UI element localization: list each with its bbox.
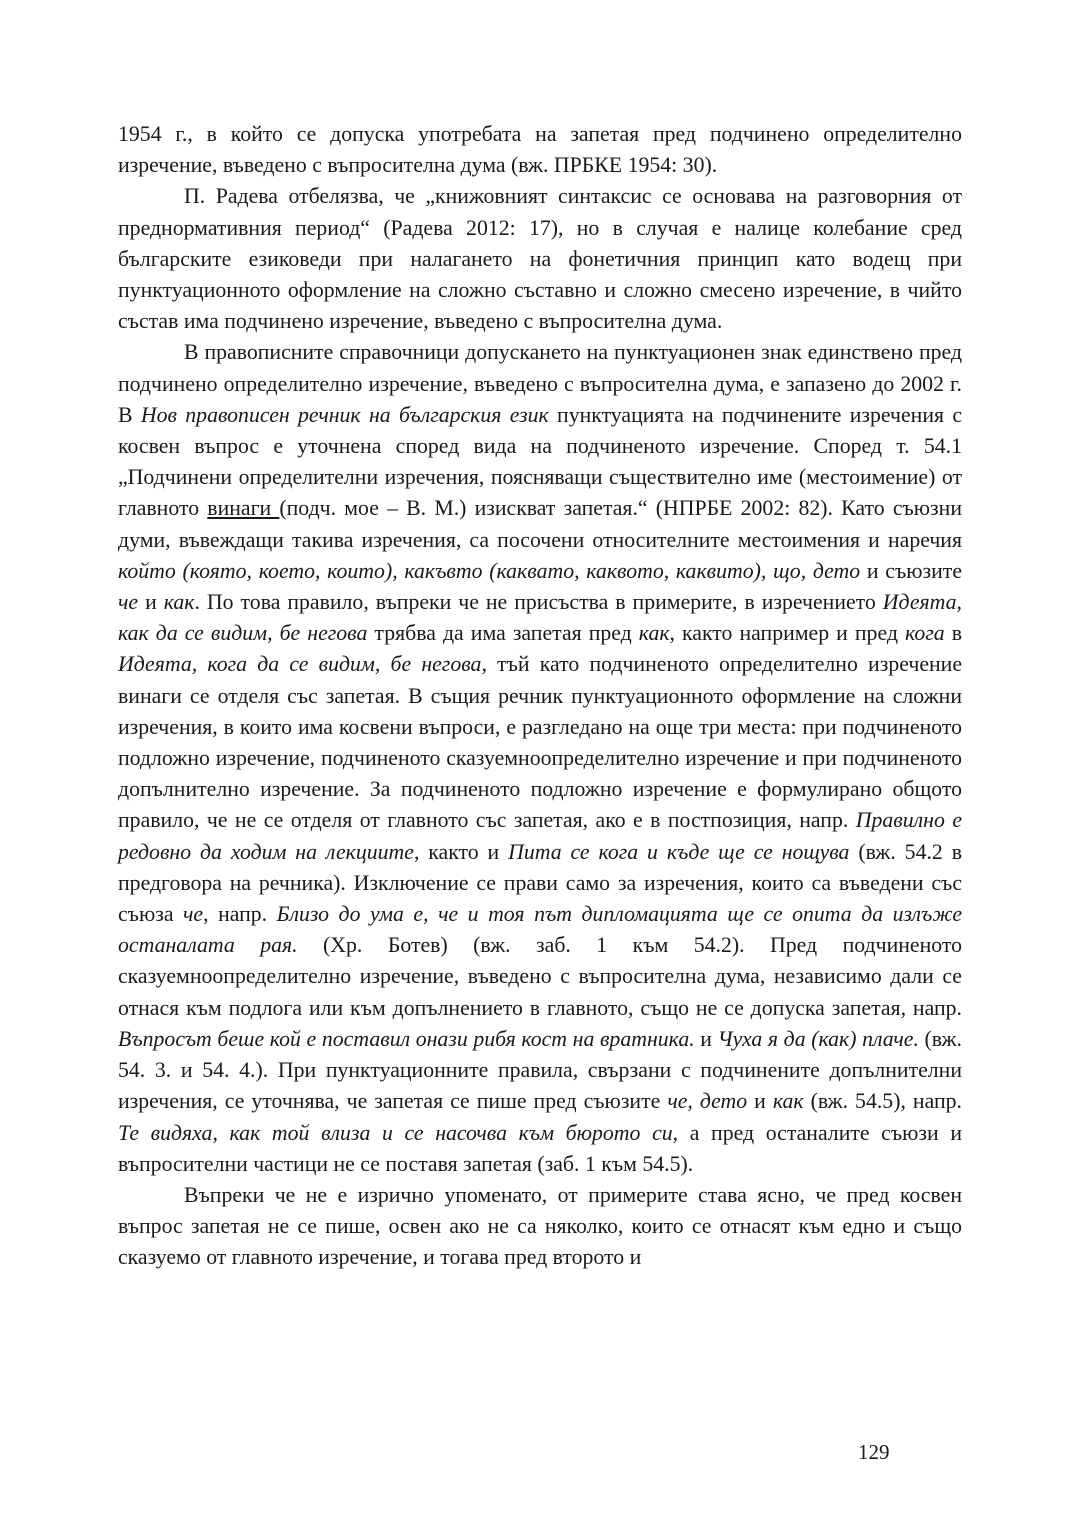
text-run: (вж. 54. 3. и 54. 4.). При пунктуационните правила, свързани с подчинените допълнителни изречения, се уточнява, че запетая се пише пред съюзите — [118, 1026, 962, 1114]
italic-run: че, дето — [667, 1089, 748, 1114]
text-run: трябва да има запетая пред — [367, 621, 639, 646]
text-run: (подч. мое – В. М.) изискват запетая.“ (НПРБЕ 2002: 82). Като съюзни думи, въвеждащи такива изречения, са посочени относителните местоимения и наречия — [118, 496, 962, 552]
italic-run: Пита се кога и къде ще се нощува — [508, 839, 850, 864]
text-run: 1954 г., в който се допуска употребата на запетая пред подчинено определително изречение, въведено с въпросителна дума (вж. ПРБКЕ 1954: 30). — [118, 122, 962, 178]
italic-run: Те видяха, как той влиза и се насочва към бюрото си — [118, 1120, 673, 1145]
italic-run: Нов правописен речник на българския език — [140, 402, 549, 427]
body-text — [118, 119, 962, 1274]
text-run: П. Радева отбелязва, че „книжовният синтаксис се основава на разговорния от преднормативния период“ (Радева 2012: 17), но в случая е налице колебание сред българските езиковеди при налагането на фонетичния принцип като водещ при пунктуационното оформление на сложно съставно и сложно смесено изречение, в чийто състав има подчинено изречение, въведено с въпросителна дума. — [118, 184, 962, 334]
text-run: и — [138, 590, 164, 615]
italic-run: как — [638, 621, 670, 646]
text-run: , напр. — [203, 902, 277, 927]
text-run: (вж. 54.2 в предговора на речника). Изключение се прави само за изречения, които са въведени със съюза — [118, 839, 963, 927]
text-run: , а пред останалите съюзи и въпросителни частици не се поставя запетая (заб. 1 към 54.5). — [118, 1120, 962, 1176]
italic-run: че — [118, 590, 139, 615]
text-run: Въпреки че не е изрично упоменато, от примерите става ясно, че пред косвен въпрос запетая не се пише, освен ако не са няколко, които се отнасят към едно и също сказуемо от главното изречение, и тогава пред второто и — [118, 1182, 962, 1270]
paragraph — [118, 119, 962, 181]
text-run: , както например и пред — [669, 621, 905, 646]
italic-run: как — [163, 590, 195, 615]
text-run: (Хр. Ботев) (вж. заб. 1 към 54.2). Пред подчиненото сказуемноопределително изречение, въведено с въпросителна дума, независимо дали се отнася към подлога или към допълнението в главното, също не се допуска запетая, напр. — [118, 933, 962, 1020]
text-run: , както и — [413, 839, 509, 864]
text-run: и — [747, 1089, 773, 1114]
text-run: в — [944, 621, 962, 646]
paragraph — [118, 1180, 962, 1274]
text-run: и — [694, 1026, 718, 1051]
paragraph — [118, 337, 962, 1179]
text-run: и съюзите — [860, 558, 962, 583]
page-number: 129 — [858, 1440, 890, 1464]
italic-run: Близо до ума е, че и тоя път дипломацията ще се опита да излъже останалата рая. — [118, 902, 962, 958]
italic-run: Идеята, кога да се видим, бе негова — [118, 652, 482, 677]
text-run: (вж. 54.5), напр. — [803, 1089, 962, 1114]
italic-run: Въпросът беше кой е поставил онази рибя кост на вратника. — [118, 1026, 695, 1051]
italic-run: Чуха я да (как) плаче. — [717, 1026, 919, 1051]
text-run: пунктуацията на подчинените изречения с косвен въпрос е уточнена според вида на подчиненото изречение. Според т. 54.1 „Подчинени определителни изречения, поясняващи съществително име (местоимение) от главното — [118, 402, 963, 521]
text-run: . По това правило, въпреки че не присъства в примерите, в изречението — [194, 590, 883, 615]
text-run: , тъй като подчиненото определително изречение винаги се отделя със запетая. В същия речник пунктуационното оформление на сложни изречения, в които има косвени въпроси, е разгледано на още три места: при подчиненото подложно изречение, подчиненото сказуемноопределително изречение и при подчиненото допълнително изречение. За подчиненото подложно изречение е формулирано общото правило, че не се отделя от главното със запетая, ако е в постпозиция, напр. — [118, 652, 962, 833]
italic-run: Правилно е редовно да ходим на лекциите — [118, 808, 962, 864]
italic-run: как — [772, 1089, 804, 1114]
italic-run: кога — [904, 621, 945, 646]
underlined-run: винаги — [207, 496, 280, 521]
italic-run: Идеята, как да се видим, бе негова — [118, 590, 962, 646]
italic-run: че — [183, 902, 204, 927]
italic-run: който (която, което, които), какъвто (каквато, каквото, каквито), що, дето — [118, 558, 861, 583]
text-run: В правописните справочници допускането на пунктуационен знак единствено пред подчинено определително изречение, въведено с въпросителна дума, е запазено до 2002 г. В — [118, 340, 962, 427]
paragraph — [118, 181, 962, 337]
